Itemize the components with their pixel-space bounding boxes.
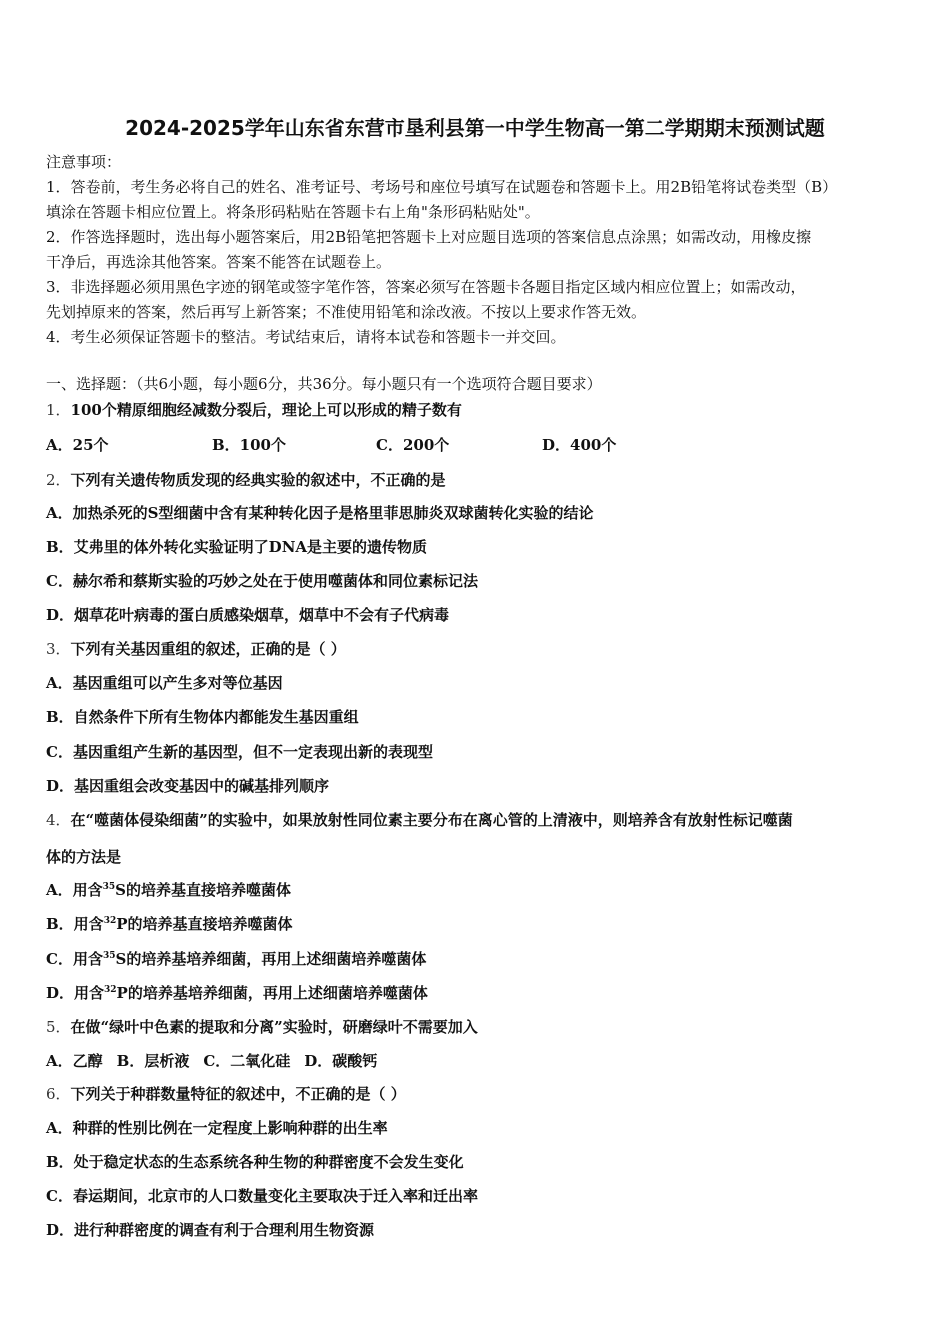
option-a: A．基因重组可以产生多对等位基因 (46, 674, 283, 692)
notice-block (46, 150, 904, 350)
option-b: B．艾弗里的体外转化实验证明了DNA是主要的遗传物质 (46, 538, 428, 556)
option-text: P的培养基直接培养噬菌体 (116, 915, 293, 933)
notice-line: 1．答卷前，考生务必将自己的姓名、准考证号、考场号和座位号填写在试题卷和答题卡上。用2B铅笔将试卷类型（B） (46, 178, 838, 196)
question-5-stem (46, 1016, 906, 1037)
option-d: D．400个 (542, 436, 617, 454)
question-number: 2． (46, 471, 71, 489)
isotope-mass: 35 (102, 951, 116, 961)
question-5-options (46, 1050, 906, 1071)
option-d: D．基因重组会改变基因中的碱基排列顺序 (46, 777, 330, 795)
option-a (46, 879, 906, 900)
question-6-stem (46, 1083, 906, 1104)
question-3-stem (46, 638, 906, 659)
isotope-mass: 32 (103, 916, 117, 926)
option-text: C．用含 (46, 950, 103, 968)
option-text: P的培养基培养细菌，再用上述细菌培养噬菌体 (116, 984, 428, 1002)
question-text: 在做“绿叶中色素的提取和分离”实验时，研磨绿叶不需要加入 (70, 1018, 478, 1036)
option-text: D．用含 (46, 984, 105, 1002)
option-text: S的培养基直接培养噬菌体 (115, 881, 292, 899)
option-text: A．用含 (46, 881, 103, 899)
option-c: C．二氧化硅 (203, 1052, 291, 1070)
notice-heading: 注意事项： (46, 153, 122, 171)
isotope-mass: 35 (102, 882, 116, 892)
notice-line: 先划掉原来的答案，然后再写上新答案；不准使用铅笔和涂改液。不按以上要求作答无效。 (46, 303, 647, 321)
option-text: S的培养基培养细菌，再用上述细菌培养噬菌体 (115, 950, 427, 968)
option-a: A．乙醇 (46, 1052, 103, 1070)
option-b: B．自然条件下所有生物体内都能发生基因重组 (46, 708, 359, 726)
question-2-stem (46, 469, 906, 490)
notice-line: 2．作答选择题时，选出每小题答案后，用2B铅笔把答题卡上对应题目选项的答案信息点涂黑；如需改动，用橡皮擦 (46, 228, 812, 246)
question-number: 3． (46, 640, 71, 658)
option-c: C．春运期间，北京市的人口数量变化主要取决于迁入率和迁出率 (46, 1187, 478, 1205)
question-number: 4． (46, 811, 71, 829)
notice-line: 干净后，再选涂其他答案。答案不能答在试题卷上。 (46, 253, 392, 271)
option-c: C．基因重组产生新的基因型，但不一定表现出新的表现型 (46, 743, 433, 761)
question-1-stem (46, 399, 906, 420)
option-b: B．层析液 (116, 1052, 190, 1070)
option-d: D．碳酸钙 (304, 1052, 378, 1070)
question-text: 在“噬菌体侵染细菌”的实验中，如果放射性同位素主要分布在离心管的上清液中，则培养含有放射性标记噬菌 (70, 811, 793, 829)
option-b: B．100个 (212, 436, 286, 454)
option-d: D．进行种群密度的调查有利于合理利用生物资源 (46, 1221, 375, 1239)
option-text: B．用含 (46, 915, 104, 933)
notice-line: 3．非选择题必须用黑色字迹的钢笔或签字笔作答，答案必须写在答题卡各题目指定区域内相应位置上；如需改动， (46, 278, 806, 296)
option-d: D．烟草花叶病毒的蛋白质感染烟草，烟草中不会有子代病毒 (46, 606, 450, 624)
question-number: 5． (46, 1018, 71, 1036)
question-1-options (46, 434, 906, 455)
question-4-stem-continued: 体的方法是 (46, 848, 122, 866)
option-a: A．25个 (46, 436, 109, 454)
question-text: 100个精原细胞经减数分裂后，理论上可以形成的精子数有 (70, 401, 462, 419)
notice-line: 填涂在答题卡相应位置上。将条形码粘贴在答题卡右上角"条形码粘贴处"。 (46, 203, 540, 221)
option-c: C．赫尔希和蔡斯实验的巧妙之处在于使用噬菌体和同位素标记法 (46, 572, 478, 590)
option-b: B．处于稳定状态的生态系统各种生物的种群密度不会发生变化 (46, 1153, 464, 1171)
question-4-stem (46, 809, 906, 830)
option-c (46, 948, 906, 969)
question-number: 1． (46, 401, 71, 419)
question-text: 下列有关基因重组的叙述，正确的是（ ） (70, 640, 346, 658)
question-text: 下列有关遗传物质发现的经典实验的叙述中，不正确的是 (70, 471, 446, 489)
option-c: C．200个 (376, 436, 450, 454)
section-heading: 一、选择题：（共6小题，每小题6分，共36分。每小题只有一个选项符合题目要求） (46, 375, 602, 393)
isotope-mass: 32 (104, 985, 117, 995)
page-title: 2024-2025学年山东省东营市垦利县第一中学生物高一第二学期期末预测试题 (125, 116, 825, 140)
notice-line: 4．考生必须保证答题卡的整洁。考试结束后，请将本试卷和答题卡一并交回。 (46, 328, 566, 346)
question-number: 6． (46, 1085, 71, 1103)
option-a: A．加热杀死的S型细菌中含有某种转化因子是格里菲思肺炎双球菌转化实验的结论 (46, 504, 594, 522)
question-text: 下列关于种群数量特征的叙述中，不正确的是（ ） (70, 1085, 406, 1103)
option-d (46, 982, 906, 1003)
option-a: A．种群的性别比例在一定程度上影响种群的出生率 (46, 1119, 388, 1137)
option-b (46, 913, 906, 934)
